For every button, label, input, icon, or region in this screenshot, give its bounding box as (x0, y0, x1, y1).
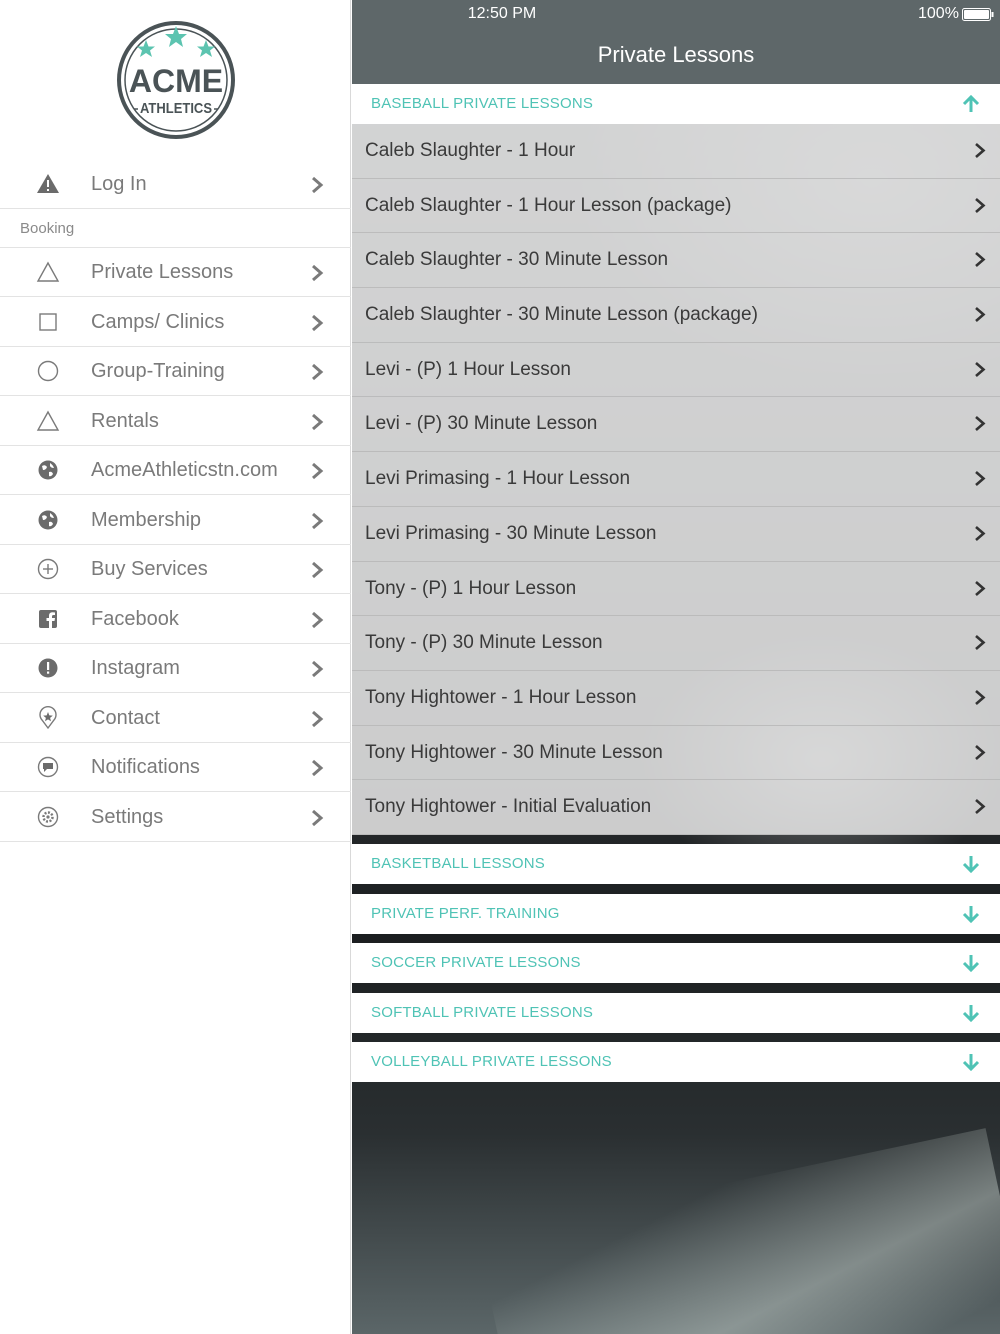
facebook-icon (36, 607, 60, 631)
sidebar-item-acmeathleticstn-com[interactable] (0, 446, 351, 495)
page-title: Private Lessons (597, 42, 755, 67)
plus-circle-icon (36, 557, 60, 581)
triangle-outline-icon (36, 260, 60, 284)
category-header-private-perf-training[interactable] (352, 894, 1000, 934)
sidebar-item-label: Membership (91, 508, 202, 531)
sidebar-item-label: Settings (91, 805, 164, 828)
category-header-softball-private-lessons[interactable] (352, 993, 1000, 1033)
location-pin-icon (36, 706, 60, 730)
chevron-right-icon (974, 798, 986, 815)
lesson-label: Tony Hightower - 1 Hour Lesson (365, 686, 637, 708)
category-label: VOLLEYBALL PRIVATE LESSONS (371, 1053, 612, 1070)
chevron-right-icon (974, 634, 986, 651)
arrow-down-icon (962, 1004, 980, 1022)
lesson-label: Levi Primasing - 30 Minute Lesson (365, 522, 657, 544)
category-label: PRIVATE PERF. TRAINING (371, 904, 560, 922)
square-outline-icon (36, 310, 60, 334)
lesson-label: Levi Primasing - 1 Hour Lesson (365, 468, 631, 490)
sidebar-item-label: Rentals (91, 409, 159, 432)
sidebar (0, 0, 351, 1334)
chevron-right-icon (310, 512, 324, 530)
lesson-row[interactable] (352, 452, 1000, 507)
category-header-soccer-private-lessons[interactable] (352, 943, 1000, 983)
triangle-outline-icon (36, 409, 60, 433)
arrow-down-icon (962, 905, 980, 923)
lesson-label: Caleb Slaughter - 30 Minute Lesson (365, 249, 669, 271)
chevron-right-icon (310, 264, 324, 282)
category-label: SOCCER PRIVATE LESSONS (371, 954, 581, 971)
lesson-row[interactable] (352, 343, 1000, 398)
lesson-row[interactable] (352, 780, 1000, 835)
sidebar-item-label: Private Lessons (91, 261, 234, 283)
background-photo (477, 1128, 1000, 1334)
chat-bubble-icon (36, 755, 60, 779)
battery-icon (962, 8, 994, 21)
lesson-row[interactable] (352, 233, 1000, 288)
sidebar-item-label: Log In (91, 173, 147, 195)
alert-circle-icon (36, 656, 60, 680)
chevron-right-icon (974, 689, 986, 706)
arrow-up-icon (962, 95, 980, 113)
sidebar-item-label: Group-Training (91, 360, 225, 382)
sidebar-item-buy-services[interactable] (0, 545, 351, 594)
lesson-label: Tony Hightower - Initial Evaluation (365, 796, 652, 818)
chevron-right-icon (310, 611, 324, 629)
lesson-label: Caleb Slaughter - 1 Hour (365, 140, 576, 161)
sidebar-item-rentals[interactable] (0, 397, 351, 446)
chevron-right-icon (310, 462, 324, 480)
category-header-baseball[interactable] (352, 84, 1000, 124)
sidebar-item-label: Instagram (91, 657, 180, 679)
category-header-basketball-lessons[interactable] (352, 844, 1000, 884)
chevron-right-icon (974, 744, 986, 761)
acme-athletics-logo (116, 20, 236, 140)
chevron-right-icon (310, 413, 324, 431)
circle-outline-icon (36, 359, 60, 383)
lesson-row[interactable] (352, 179, 1000, 234)
chevron-right-icon (974, 197, 986, 214)
chevron-right-icon (974, 580, 986, 597)
category-label: SOFTBALL PRIVATE LESSONS (371, 1003, 594, 1021)
chevron-right-icon (310, 809, 324, 827)
sidebar-item-instagram[interactable] (0, 644, 351, 693)
sidebar-item-group-training[interactable] (0, 347, 351, 396)
arrow-down-icon (962, 954, 980, 972)
sidebar-item-label: Facebook (91, 607, 179, 630)
sidebar-item-settings[interactable] (0, 793, 351, 842)
sidebar-item-label: Buy Services (91, 558, 208, 580)
section-header-booking (0, 209, 351, 248)
sidebar-item-label: Contact (91, 706, 160, 729)
chevron-right-icon (310, 314, 324, 332)
lesson-label: Caleb Slaughter - 1 Hour Lesson (package) (365, 194, 732, 216)
lesson-row[interactable] (352, 616, 1000, 671)
battery-percentage: 100% (918, 5, 959, 22)
lesson-label: Tony - (P) 1 Hour Lesson (365, 577, 577, 599)
chevron-right-icon (310, 710, 324, 728)
arrow-down-icon (962, 1053, 980, 1071)
sidebar-item-facebook[interactable] (0, 595, 351, 644)
lesson-label: Levi - (P) 1 Hour Lesson (365, 358, 571, 380)
section-label: Booking (20, 220, 75, 237)
lesson-label: Tony Hightower - 30 Minute Lesson (365, 741, 663, 763)
globe-icon (36, 508, 60, 532)
navigation-bar (352, 0, 1000, 84)
sidebar-item-login[interactable] (0, 160, 351, 209)
lesson-row[interactable] (352, 288, 1000, 343)
chevron-right-icon (310, 660, 324, 678)
svg-text:ACME: ACME (128, 63, 224, 99)
lesson-row[interactable] (352, 507, 1000, 562)
lesson-label: Levi - (P) 30 Minute Lesson (365, 413, 598, 435)
lesson-row[interactable] (352, 124, 1000, 179)
category-header-volleyball-private-lessons[interactable] (352, 1042, 1000, 1082)
lesson-label: Caleb Slaughter - 30 Minute Lesson (package) (365, 304, 758, 326)
sidebar-item-label: AcmeAthleticstn.com (91, 459, 278, 481)
chevron-right-icon (310, 759, 324, 777)
sidebar-item-contact[interactable] (0, 694, 351, 743)
chevron-right-icon (310, 561, 324, 579)
chevron-right-icon (974, 470, 986, 487)
chevron-right-icon (974, 142, 986, 159)
sidebar-item-membership[interactable] (0, 496, 351, 545)
svg-text:ATHLETICS: ATHLETICS (140, 100, 212, 117)
lesson-label: Tony - (P) 30 Minute Lesson (365, 632, 603, 654)
chevron-right-icon (974, 306, 986, 323)
chevron-right-icon (974, 415, 986, 432)
sidebar-item-camps-clinics[interactable] (0, 298, 351, 347)
chevron-right-icon (974, 525, 986, 542)
lesson-row[interactable] (352, 562, 1000, 617)
lesson-row[interactable] (352, 671, 1000, 726)
sidebar-item-label: Camps/ Clinics (91, 310, 225, 333)
lesson-row[interactable] (352, 397, 1000, 452)
chevron-right-icon (974, 361, 986, 378)
main-panel (352, 0, 1000, 1334)
status-time: 12:50 PM (467, 5, 537, 22)
chevron-right-icon (310, 363, 324, 381)
chevron-right-icon (974, 251, 986, 268)
lesson-list (352, 124, 1000, 835)
lesson-row[interactable] (352, 726, 1000, 781)
gear-icon (36, 805, 60, 829)
category-label: BASKETBALL LESSONS (371, 855, 545, 872)
arrow-down-icon (962, 855, 980, 873)
chevron-right-icon (310, 176, 324, 194)
sidebar-item-notifications[interactable] (0, 743, 351, 792)
sidebar-item-private-lessons[interactable] (0, 248, 351, 297)
sidebar-item-label: Notifications (91, 756, 200, 778)
category-label: BASEBALL PRIVATE LESSONS (371, 95, 594, 112)
warning-icon (36, 172, 60, 196)
globe-icon (36, 458, 60, 482)
